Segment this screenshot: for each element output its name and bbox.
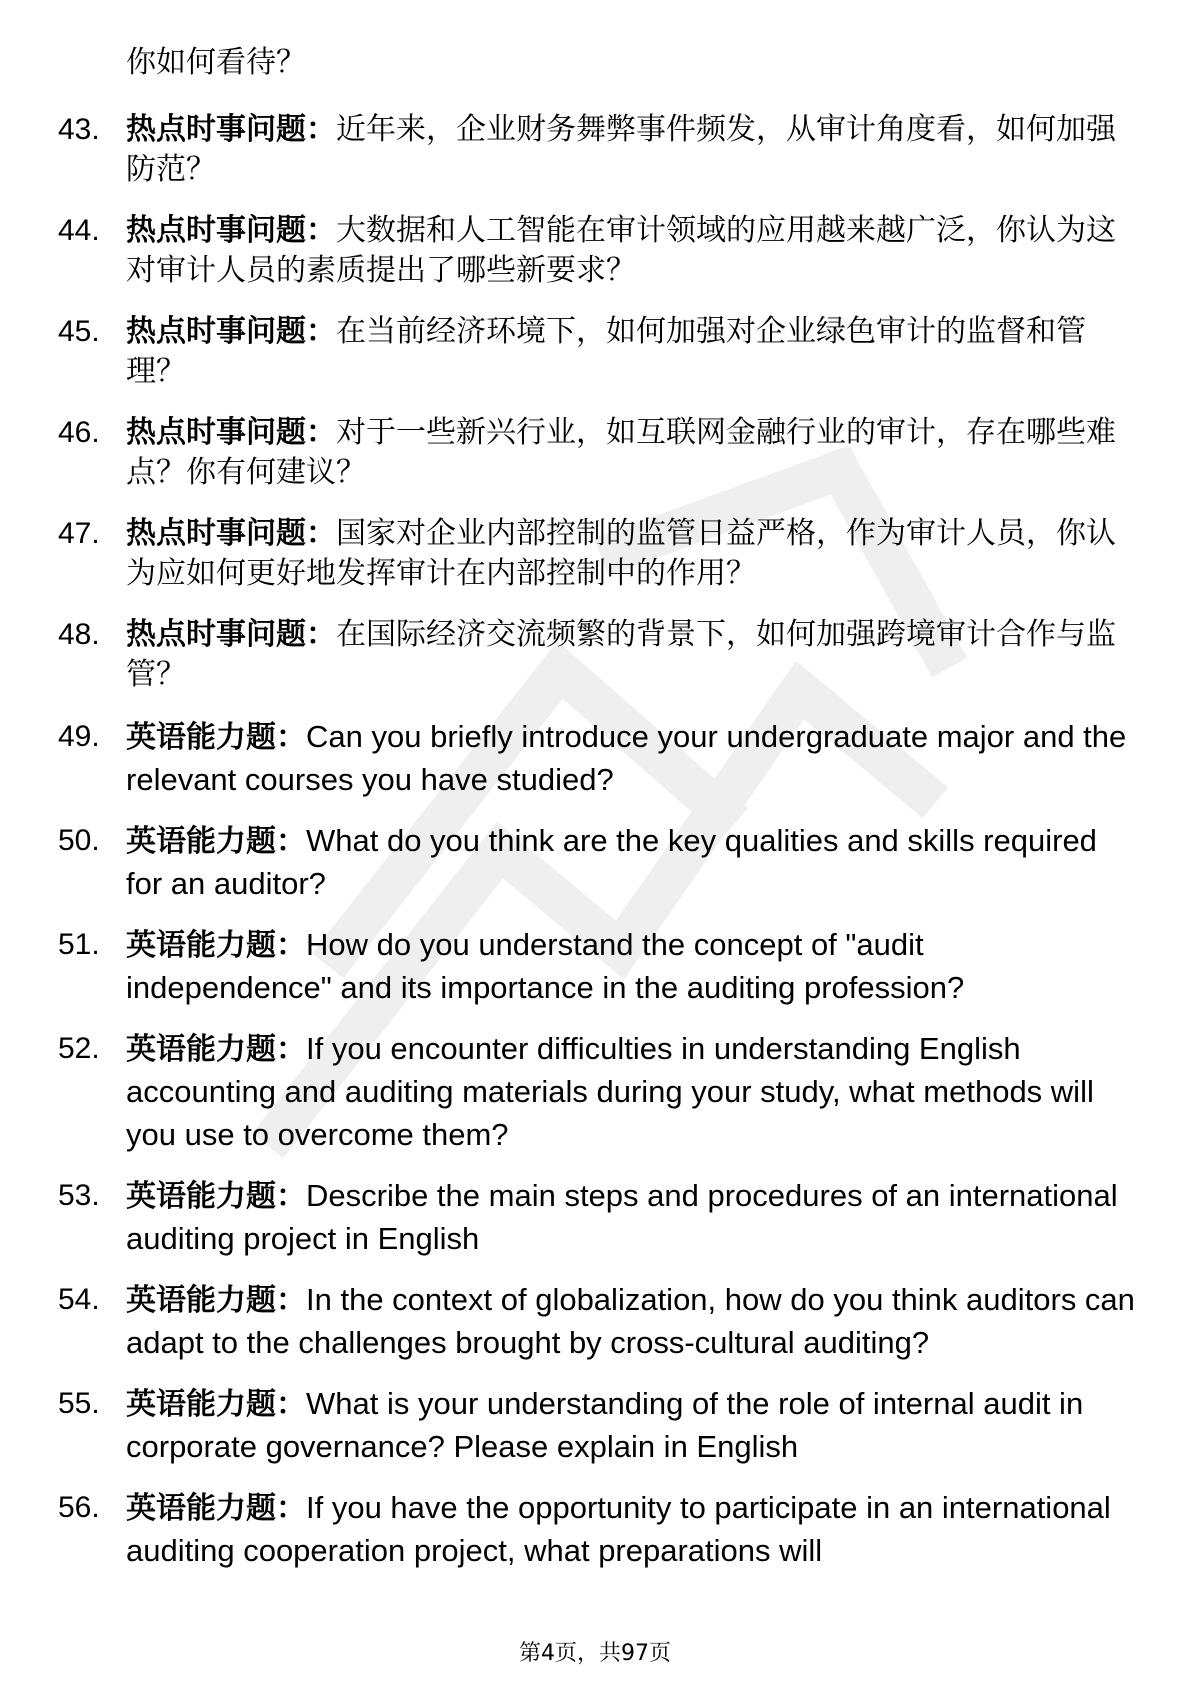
question-category-label: 英语能力题：: [126, 1032, 306, 1067]
question-body: [126, 615, 1138, 695]
question-number: 46.: [58, 416, 100, 449]
question-item: [58, 615, 1138, 695]
question-category-label: 英语能力题：: [126, 1387, 306, 1422]
question-item: [58, 211, 1138, 291]
question-text: 大数据和人工智能在审计领域的应用越来越广泛，你认为这对审计人员的素质提出了哪些新要求？: [126, 213, 1116, 288]
question-item: [58, 413, 1138, 493]
continued-question-text: 你如何看待？: [126, 45, 306, 80]
question-number: 51.: [58, 928, 100, 961]
question-body: [126, 211, 1138, 291]
question-text: If you have the opportunity to participate in an international auditing cooperation project, what preparations will: [126, 1490, 1111, 1568]
question-body: [126, 1487, 1138, 1573]
question-number: 47.: [58, 517, 100, 550]
question-text: What is your understanding of the role of internal audit in corporate governance? Please explain in English: [126, 1386, 1084, 1464]
question-number: 49.: [58, 720, 100, 753]
question-item: [58, 820, 1138, 906]
question-text: 对于一些新兴行业，如互联网金融行业的审计，存在哪些难点？你有何建议？: [126, 415, 1116, 490]
question-category-label: 热点时事问题：: [126, 617, 336, 652]
question-item: [58, 1028, 1138, 1157]
question-category-label: 热点时事问题：: [126, 314, 336, 349]
question-text: Describe the main steps and procedures of an international auditing project in English: [126, 1178, 1118, 1256]
question-body: [126, 924, 1138, 1010]
question-number: 56.: [58, 1491, 100, 1524]
question-category-label: 英语能力题：: [126, 824, 306, 859]
question-number: 45.: [58, 315, 100, 348]
question-number: 48.: [58, 618, 100, 651]
question-body: [126, 1279, 1138, 1365]
page-footer: 第4页，共97页: [519, 1641, 671, 1666]
question-item: [58, 924, 1138, 1010]
question-list: [58, 110, 1138, 1573]
question-item: [58, 312, 1138, 392]
question-item: [58, 1383, 1138, 1469]
question-category-label: 热点时事问题：: [126, 112, 336, 147]
question-body: [126, 716, 1138, 802]
question-body: [126, 1028, 1138, 1157]
question-number: 55.: [58, 1387, 100, 1420]
question-item: [58, 514, 1138, 594]
question-item: [58, 1175, 1138, 1261]
question-category-label: 热点时事问题：: [126, 415, 336, 450]
question-body: [126, 1175, 1138, 1261]
question-body: [126, 1383, 1138, 1469]
question-text: 在国际经济交流频繁的背景下，如何加强跨境审计合作与监管？: [126, 617, 1116, 692]
question-number: 52.: [58, 1032, 100, 1065]
question-category-label: 英语能力题：: [126, 1179, 306, 1214]
question-item: [58, 110, 1138, 190]
question-body: [126, 820, 1138, 906]
question-number: 53.: [58, 1179, 100, 1212]
question-number: 54.: [58, 1283, 100, 1316]
question-body: [126, 413, 1138, 493]
document-body: [58, 44, 1138, 1591]
question-number: 50.: [58, 824, 100, 857]
question-category-label: 英语能力题：: [126, 1491, 306, 1526]
question-item: [58, 1279, 1138, 1365]
question-text: 国家对企业内部控制的监管日益严格，作为审计人员，你认为应如何更好地发挥审计在内部控制中的作用？: [126, 516, 1116, 591]
question-text: In the context of globalization, how do you think auditors can adapt to the challenges brought by cross-cultural auditing?: [126, 1282, 1135, 1360]
question-text: 在当前经济环境下，如何加强对企业绿色审计的监督和管理？: [126, 314, 1086, 389]
question-category-label: 英语能力题：: [126, 928, 306, 963]
question-text: How do you understand the concept of "audit independence" and its importance in the auditing profession?: [126, 927, 965, 1005]
question-number: 44.: [58, 214, 100, 247]
question-item: [58, 1487, 1138, 1573]
question-category-label: 热点时事问题：: [126, 213, 336, 248]
question-text: 近年来，企业财务舞弊事件频发，从审计角度看，如何加强防范？: [126, 112, 1116, 187]
question-body: [126, 110, 1138, 190]
question-text: What do you think are the key qualities and skills required for an auditor?: [126, 823, 1097, 901]
question-text: Can you briefly introduce your undergraduate major and the relevant courses you have studied?: [126, 719, 1127, 797]
question-body: [126, 514, 1138, 594]
question-body: [126, 312, 1138, 392]
question-category-label: 英语能力题：: [126, 1283, 306, 1318]
question-number: 43.: [58, 113, 100, 146]
question-category-label: 热点时事问题：: [126, 516, 336, 551]
question-item: [58, 716, 1138, 802]
question-text: If you encounter difficulties in understanding English accounting and auditing materials during your study, what methods will you use to overcome them?: [126, 1031, 1094, 1152]
question-category-label: 英语能力题：: [126, 720, 306, 755]
